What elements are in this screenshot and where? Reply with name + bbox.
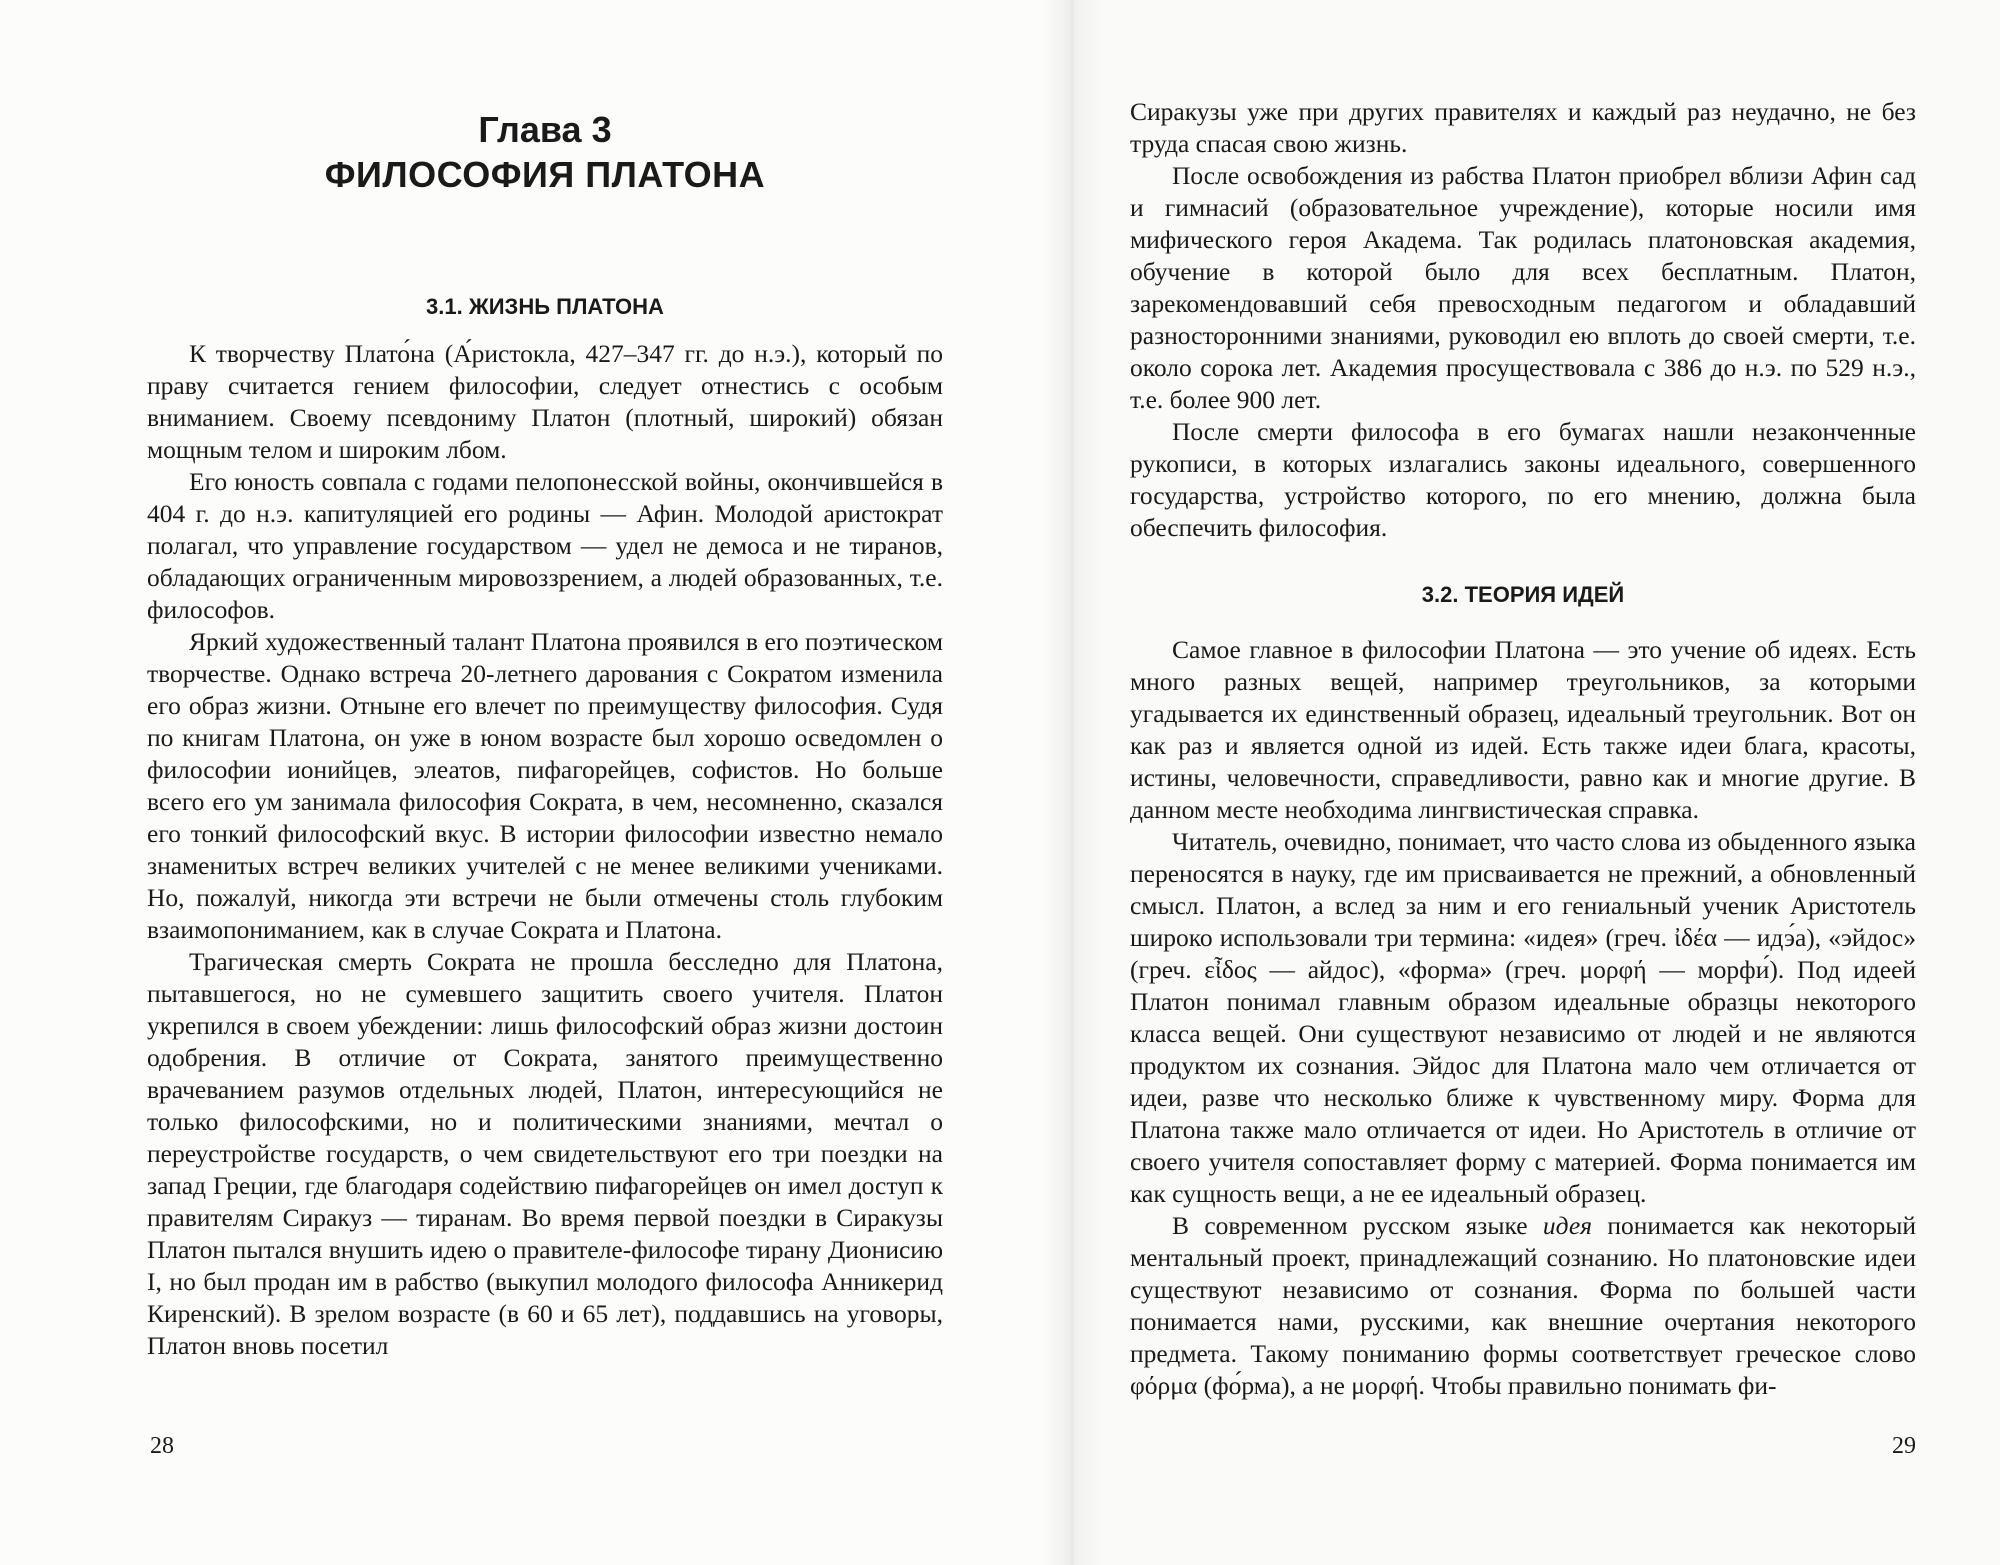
paragraph: [1130, 1210, 1916, 1402]
chapter-heading: [147, 108, 943, 198]
paragraph: Самое главное в философии Платона — это учение об идеях. Есть много разных вещей, например треугольников, за которыми угадывается их единственный образец, идеальный треугольник. Вот он как раз и является одной из идей. Есть также идеи блага, красоты, истины, человечности, справедливости, равно как и многие другие. В данном месте необходима лингвистическая справка.: [1130, 635, 1916, 824]
paragraph: Трагическая смерть Сократа не прошла бесследно для Платона, пытавшегося, но не сумевшего защитить своего учителя. Платон укрепился в своем убеждении: лишь философский образ жизни достоин одобрения. В отличие от Сократа, занятого преимущественно врачеванием разумов отдельных людей, Платон, интересующийся не только философскими, но и политическими знаниями, мечтал о переустройстве государств, о чем свидетельствуют его три поездки на запад Греции, где благодаря содействию пифагорейцев он имел доступ к правителям Сиракуз — тиранам. Во время первой поездки в Сиракузы Платон пытался внушить идею о правителе-философе тирану Дионисию I, но был продан им в рабство (выкупил молодого философа Анникерид Киренский). В зрелом возрасте (в 60 и 65 лет), поддавшись на уговоры, Платон вновь посетил: [147, 947, 943, 1360]
paragraph: После освобождения из рабства Платон приобрел вблизи Афин сад и гимнасий (образовательное учреждение), которые носили имя мифического героя Академа. Так родилась платоновская академия, обучение в которой было для всех бесплатным. Платон, зарекомендовавший себя превосходным педагогом и обладавший разносторонними знаниями, руководил ею вплоть до своей смерти, т.е. около сорока лет. Академия просуществовала с 386 до н.э. по 529 н.э., т.е. более 900 лет.: [1130, 161, 1916, 414]
section-title: 3.1. ЖИЗНЬ ПЛАТОНА: [426, 294, 664, 319]
paragraph: К творчеству Плато́на (А́ристокла, 427–347 гг. до н.э.), который по праву считается гением философии, следует отнестись с особым вниманием. Своему псевдониму Платон (плотный, широкий) обязан мощным телом и широким лбом.: [147, 339, 943, 464]
text-run: понимается как некоторый ментальный проект, принадлежащий сознанию. Но платоновские идеи существуют независимо от сознания. Форма по большей части понимается нами, русскими, как внешние очертания некоторого предмета. Такому пониманию формы соответствует греческое слово φόρμα (фо́рма), а не μορφή. Чтобы правильно понимать фи-: [1130, 1211, 1916, 1400]
book-gutter-shadow: [1040, 0, 1104, 1565]
paragraph-continuation: Сиракузы уже при других правителях и каждый раз неудачно, не без труда спасая свою жизнь.: [1130, 97, 1916, 158]
text-run: В современном русском языке: [1172, 1211, 1543, 1240]
section-title: 3.2. ТЕОРИЯ ИДЕЙ: [1421, 582, 1625, 607]
paragraph: Яркий художественный талант Платона проявился в его поэтическом творчестве. Однако встреча 20-летнего дарования с Сократом изменила его образ жизни. Отныне его влечет по преимуществу философия. Судя по книгам Платона, он уже в юном возрасте был хорошо осведомлен о философии ионийцев, элеатов, пифагорейцев, софистов. Но больше всего его ум занимала философия Сократа, в чем, несомненно, сказался его тонкий философский вкус. В истории философии известно немало знаменитых встреч великих учителей с не менее великими учениками. Но, пожалуй, никогда эти встречи не были отмечены столь глубоким взаимопониманием, как в случае Сократа и Платона.: [147, 627, 943, 944]
right-page: [1072, 0, 2000, 1565]
paragraph: Его юность совпала с годами пелопонесской войны, окончившейся в 404 г. до н.э. капитуляцией его родины — Афин. Молодой аристократ полагал, что управление государством — удел не демоса и не тиранов, обладающих ограниченным мировоззрением, а людей образованных, т.е. философов.: [147, 467, 943, 624]
italic-term: идея: [1542, 1211, 1593, 1240]
right-text-column: [1130, 96, 1916, 1402]
paragraph: После смерти философа в его бумагах нашли незаконченные рукописи, в которых излагались законы идеального, совершенного государства, устройство которого, по его мнению, должна была обеспечить философия.: [1130, 417, 1916, 542]
chapter-number: Глава 3: [478, 109, 612, 150]
chapter-title: ФИЛОСОФИЯ ПЛАТОНА: [324, 154, 766, 195]
left-text-column: [147, 108, 943, 1362]
paragraph: Читатель, очевидно, понимает, что часто слова из обыденного языка переносятся в науку, где им присваивается не прежний, а обновленный смысл. Платон, а вслед за ним и его гениальный ученик Аристотель широко использовали три термина: «идея» (греч. ἰδέα — идэ́а), «эйдос» (греч. εἶδος — айдос), «форма» (греч. μορφή — морфи́). Под идеей Платон понимал главным образом идеальные образцы некоторого класса вещей. Они существуют независимо от людей и не являются продуктом их сознания. Эйдос для Платона мало чем отличается от идеи, разве что несколько ближе к чувственному миру. Форма для Платона также мало отличается от идеи. Но Аристотель в отличие от своего учителя сопоставляет форму с материей. Форма понимается им как сущность вещи, а не ее идеальный образец.: [1130, 827, 1916, 1208]
page-number: 29: [1892, 1433, 1916, 1459]
page-number: 28: [150, 1433, 174, 1459]
